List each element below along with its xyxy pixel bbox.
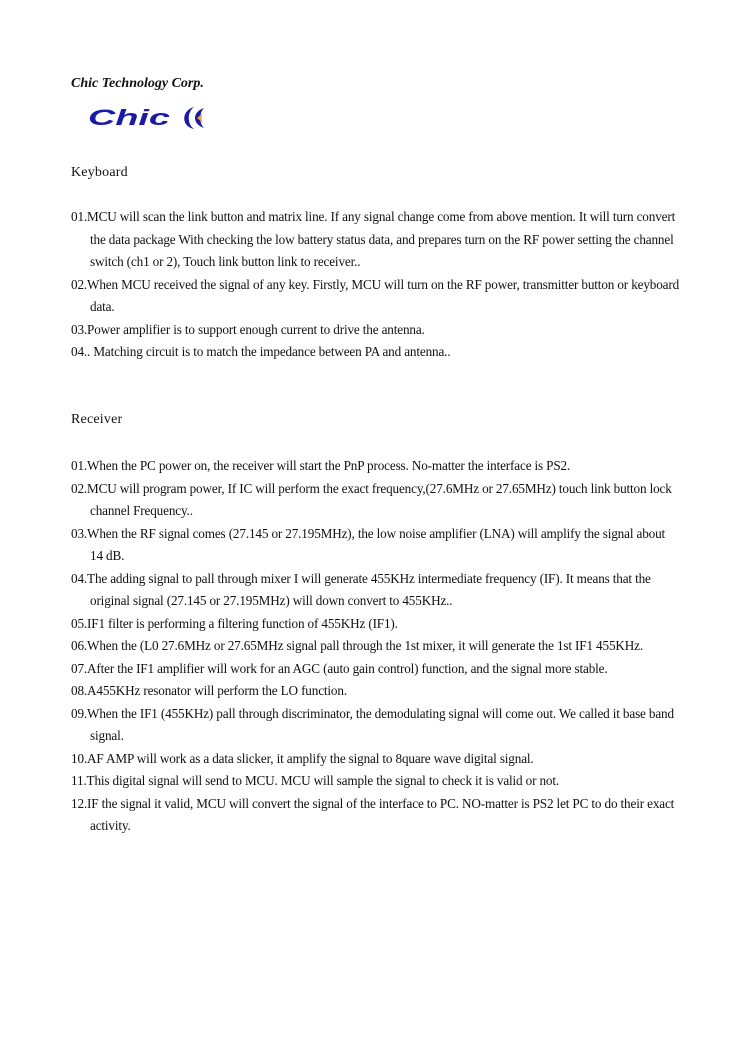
list-item: 02.MCU will program power, If IC will perform the exact frequency,(27.6MHz or 27.65MHz) touch link button lock channel Frequency.. — [71, 480, 672, 518]
list-item: 12.IF the signal it valid, MCU will convert the signal of the interface to PC. NO-matter is PS2 let PC to do their exact activity. — [71, 795, 675, 833]
section-title-receiver: Receiver — [71, 412, 123, 427]
company-name: Chic Technology Corp. — [71, 76, 204, 91]
list-item: 07.After the IF1 amplifier will work for an AGC (auto gain control) function, and the signal more stable. — [71, 660, 608, 676]
list-item: 03.Power amplifier is to support enough current to drive the antenna. — [71, 321, 425, 337]
chic-logo — [88, 104, 218, 132]
list-item: 11.This digital signal will send to MCU. MCU will sample the signal to check it is valid or not. — [71, 773, 560, 788]
list-item: 04.The adding signal to pall through mixer I will generate 455KHz intermediate frequency (IF). It means that the original signal (27.145 or 27.195MHz) will down convert to 455KHz.. — [71, 570, 651, 608]
list-item: 08.A455KHz resonator will perform the LO function. — [71, 683, 347, 698]
list-item: 01.MCU will scan the link button and matrix line. If any signal change come from above mention. It will turn convert the data package With checking the low battery status data, and prepares turn on the RF power setting the channel switch (ch1 or 2), Touch link button link to receiver.. — [71, 209, 676, 269]
list-item: 10.AF AMP will work as a data slicker, it amplify the signal to 8quare wave digital signal. — [71, 750, 534, 766]
section-title-keyboard: Keyboard — [71, 165, 128, 180]
list-item: 09.When the IF1 (455KHz) pall through discriminator, the demodulating signal will come out. We called it base band signal. — [71, 705, 674, 743]
list-item: 06.When the (L0 27.6MHz or 27.65MHz signal pall through the 1st mixer, it will generate the 1st IF1 455KHz. — [71, 638, 643, 653]
list-item: 02.When MCU received the signal of any key. Firstly, MCU will turn on the RF power, transmitter button or keyboard data. — [71, 276, 680, 314]
list-item: 05.IF1 filter is performing a filtering function of 455KHz (IF1). — [71, 615, 398, 631]
list-item: 04.. Matching circuit is to match the impedance between PA and antenna.. — [71, 344, 451, 359]
list-item: 03.When the RF signal comes (27.145 or 27.195MHz), the low noise amplifier (LNA) will amplify the signal about 14 dB. — [71, 525, 666, 563]
keyboard-list — [71, 206, 681, 364]
list-item: 01.When the PC power on, the receiver will start the PnP process. No-matter the interface is PS2. — [71, 458, 571, 473]
svg-text:Chic: Chic — [88, 105, 170, 130]
receiver-list — [71, 455, 681, 838]
